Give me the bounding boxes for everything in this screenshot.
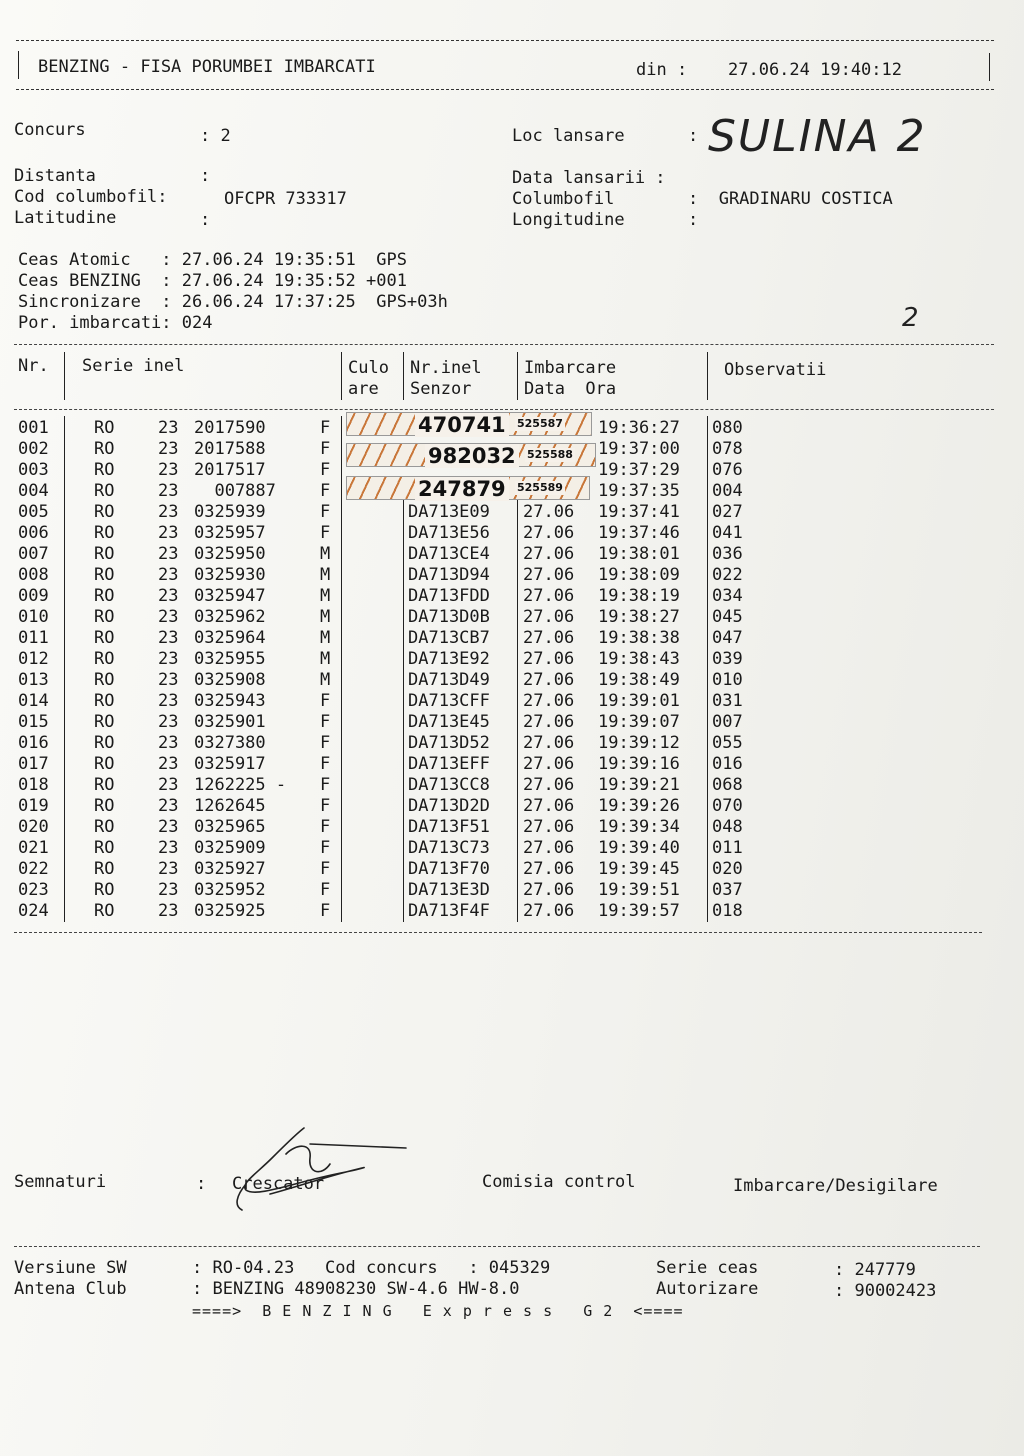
row-date: 27.06	[523, 796, 575, 816]
table-row	[18, 817, 758, 838]
row-date: 27.06	[523, 754, 575, 774]
row-year: 23	[158, 439, 179, 459]
row-year: 23	[158, 628, 179, 648]
table-row	[18, 901, 758, 922]
versiune-label: Versiune SW	[14, 1258, 127, 1278]
sincronizare: Sincronizare : 26.06.24 17:37:25 GPS+03h	[18, 292, 448, 312]
row-observatii: 068	[712, 775, 743, 795]
row-sex: F	[320, 775, 331, 795]
row-sensor-id: DA713D2D	[408, 796, 490, 816]
row-sensor-id: DA713E45	[408, 712, 490, 732]
row-time: 19:37:29	[598, 460, 680, 480]
row-ring-number: 0325917	[194, 754, 266, 774]
antena-label: Antena Club	[14, 1279, 127, 1299]
por-imbarcati: Por. imbarcati: 024	[18, 313, 213, 333]
table-row	[18, 565, 758, 586]
col-divider-nrinel	[403, 352, 404, 400]
row-sex: M	[320, 628, 331, 648]
row-year: 23	[158, 859, 179, 879]
semnaturi-label: Semnaturi	[14, 1172, 107, 1192]
row-time: 19:37:46	[598, 523, 680, 543]
stamp-number: 247879	[415, 477, 509, 501]
columbofil-value: : GRADINARU COSTICA	[688, 189, 893, 209]
row-sensor-id: DA713D52	[408, 733, 490, 753]
row-sex: F	[320, 439, 331, 459]
semnaturi-colon: :	[196, 1174, 207, 1194]
row-observatii: 048	[712, 817, 743, 837]
row-year: 23	[158, 649, 179, 669]
row-sex: M	[320, 670, 331, 690]
table-row	[18, 502, 758, 523]
columbofil-label: Columbofil	[512, 189, 615, 209]
seal-stamp-1	[346, 412, 592, 436]
table-bottom-rule	[14, 932, 982, 933]
row-nr: 005	[18, 502, 49, 522]
row-country: RO	[94, 817, 115, 837]
table-row	[18, 544, 758, 565]
col-culoare-1: Culo	[348, 358, 389, 378]
row-country: RO	[94, 523, 115, 543]
row-time: 19:39:40	[598, 838, 680, 858]
row-date: 27.06	[523, 502, 575, 522]
row-sensor-id: DA713D94	[408, 565, 490, 585]
row-nr: 016	[18, 733, 49, 753]
row-ring-number: 0325965	[194, 817, 266, 837]
header-left-bar	[18, 51, 19, 79]
row-time: 19:37:41	[598, 502, 680, 522]
row-time: 19:38:01	[598, 544, 680, 564]
serie-ceas-label: Serie ceas	[656, 1258, 759, 1278]
table-row	[18, 607, 758, 628]
table-row	[18, 523, 758, 544]
row-nr: 014	[18, 691, 49, 711]
row-ring-number: 007887	[194, 481, 276, 501]
col-divider-imbarcare	[517, 352, 518, 400]
cod-columbofil-value: OFCPR 733317	[224, 189, 347, 209]
row-sex: F	[320, 796, 331, 816]
row-time: 19:38:09	[598, 565, 680, 585]
din-value: 27.06.24 19:40:12	[728, 60, 902, 80]
row-nr: 021	[18, 838, 49, 858]
seal-stamp-3	[346, 476, 590, 500]
row-ring-number: 2017517	[194, 460, 266, 480]
autorizare-value: : 90002423	[834, 1281, 937, 1301]
row-observatii: 070	[712, 796, 743, 816]
table-row	[18, 712, 758, 733]
col-nrinel-2: Senzor	[410, 379, 472, 399]
table-row	[18, 880, 758, 901]
row-year: 23	[158, 565, 179, 585]
row-observatii: 022	[712, 565, 743, 585]
handwritten-mark: 2	[902, 303, 919, 333]
row-time: 19:39:51	[598, 880, 680, 900]
row-year: 23	[158, 586, 179, 606]
row-time: 19:36:27	[598, 418, 680, 438]
row-ring-number: 0325908	[194, 670, 266, 690]
row-country: RO	[94, 880, 115, 900]
row-sensor-id: DA713D0B	[408, 607, 490, 627]
serie-ceas-value: : 247779	[834, 1260, 916, 1280]
row-date: 27.06	[523, 649, 575, 669]
row-observatii: 047	[712, 628, 743, 648]
row-date: 27.06	[523, 670, 575, 690]
row-time: 19:39:57	[598, 901, 680, 921]
row-year: 23	[158, 481, 179, 501]
row-sex: M	[320, 565, 331, 585]
row-sex: M	[320, 586, 331, 606]
col-imbarcare-2: Data Ora	[524, 379, 617, 399]
row-date: 27.06	[523, 838, 575, 858]
col-nrinel-1: Nr.inel	[410, 358, 482, 378]
row-ring-number: 0325962	[194, 607, 266, 627]
longitudine-label: Longitudine	[512, 210, 625, 230]
row-country: RO	[94, 859, 115, 879]
table-row	[18, 670, 758, 691]
row-nr: 022	[18, 859, 49, 879]
row-country: RO	[94, 775, 115, 795]
row-country: RO	[94, 838, 115, 858]
table-row	[18, 796, 758, 817]
row-date: 27.06	[523, 880, 575, 900]
table-row	[18, 586, 758, 607]
footer-rule	[14, 1246, 980, 1247]
row-year: 23	[158, 880, 179, 900]
row-time: 19:38:43	[598, 649, 680, 669]
versiune-value: : RO-04.23 Cod concurs : 045329	[192, 1258, 551, 1278]
row-country: RO	[94, 439, 115, 459]
row-nr: 001	[18, 418, 49, 438]
row-date: 27.06	[523, 607, 575, 627]
row-nr: 012	[18, 649, 49, 669]
row-sex: F	[320, 817, 331, 837]
col-imbarcare-1: Imbarcare	[524, 358, 617, 378]
row-year: 23	[158, 691, 179, 711]
row-ring-number: 0325930	[194, 565, 266, 585]
row-year: 23	[158, 901, 179, 921]
row-nr: 019	[18, 796, 49, 816]
row-nr: 009	[18, 586, 49, 606]
row-ring-number: 1262225 -	[194, 775, 287, 795]
row-nr: 015	[18, 712, 49, 732]
row-nr: 017	[18, 754, 49, 774]
document-title: BENZING - FISA PORUMBEI IMBARCATI	[38, 57, 376, 77]
row-time: 19:39:34	[598, 817, 680, 837]
row-date: 27.06	[523, 817, 575, 837]
row-ring-number: 0325955	[194, 649, 266, 669]
row-nr: 004	[18, 481, 49, 501]
row-year: 23	[158, 775, 179, 795]
row-observatii: 076	[712, 460, 743, 480]
row-nr: 006	[18, 523, 49, 543]
row-observatii: 045	[712, 607, 743, 627]
row-country: RO	[94, 691, 115, 711]
row-sensor-id: DA713D49	[408, 670, 490, 690]
row-date: 27.06	[523, 733, 575, 753]
table-row	[18, 859, 758, 880]
row-nr: 003	[18, 460, 49, 480]
row-sex: F	[320, 880, 331, 900]
row-time: 19:38:49	[598, 670, 680, 690]
row-ring-number: 0325927	[194, 859, 266, 879]
row-country: RO	[94, 712, 115, 732]
latitudine-label: Latitudine	[14, 208, 117, 228]
row-observatii: 020	[712, 859, 743, 879]
row-date: 27.06	[523, 628, 575, 648]
stamp-number: 470741	[415, 413, 509, 437]
row-ring-number: 0325950	[194, 544, 266, 564]
antena-value: : BENZING 48908230 SW-4.6 HW-8.0	[192, 1279, 520, 1299]
loc-lansare-handwritten: SULINA 2	[708, 111, 927, 162]
row-year: 23	[158, 670, 179, 690]
row-country: RO	[94, 586, 115, 606]
data-lansarii-label: Data lansarii :	[512, 168, 666, 188]
row-sex: M	[320, 607, 331, 627]
row-sensor-id: DA713FDD	[408, 586, 490, 606]
row-ring-number: 2017590	[194, 418, 266, 438]
row-sensor-id: DA713EFF	[408, 754, 490, 774]
row-country: RO	[94, 481, 115, 501]
row-country: RO	[94, 733, 115, 753]
row-date: 27.06	[523, 523, 575, 543]
row-sensor-id: DA713E92	[408, 649, 490, 669]
row-nr: 020	[18, 817, 49, 837]
row-nr: 002	[18, 439, 49, 459]
row-observatii: 011	[712, 838, 743, 858]
table-row	[18, 691, 758, 712]
row-time: 19:37:00	[598, 439, 680, 459]
row-ring-number: 0325925	[194, 901, 266, 921]
row-country: RO	[94, 418, 115, 438]
row-year: 23	[158, 544, 179, 564]
comisia-control-label: Comisia control	[482, 1172, 636, 1192]
row-sex: F	[320, 859, 331, 879]
row-sex: F	[320, 733, 331, 753]
row-ring-number: 0325943	[194, 691, 266, 711]
row-sex: F	[320, 418, 331, 438]
row-observatii: 016	[712, 754, 743, 774]
row-sensor-id: DA713C73	[408, 838, 490, 858]
row-ring-number: 0327380	[194, 733, 266, 753]
row-sensor-id: DA713F51	[408, 817, 490, 837]
row-country: RO	[94, 565, 115, 585]
row-observatii: 036	[712, 544, 743, 564]
row-year: 23	[158, 607, 179, 627]
row-sex: F	[320, 712, 331, 732]
row-country: RO	[94, 796, 115, 816]
row-sensor-id: DA713CC8	[408, 775, 490, 795]
row-year: 23	[158, 712, 179, 732]
concurs-label: Concurs	[14, 120, 86, 140]
row-year: 23	[158, 418, 179, 438]
handwritten-signature	[226, 1124, 416, 1214]
table-row	[18, 649, 758, 670]
row-sex: M	[320, 649, 331, 669]
row-country: RO	[94, 628, 115, 648]
row-sensor-id: DA713F70	[408, 859, 490, 879]
loc-lansare-label: Loc lansare	[512, 126, 625, 146]
row-ring-number: 0325939	[194, 502, 266, 522]
row-sex: M	[320, 544, 331, 564]
row-time: 19:39:12	[598, 733, 680, 753]
row-country: RO	[94, 670, 115, 690]
stamp-serial: 525589	[517, 481, 563, 494]
row-observatii: 010	[712, 670, 743, 690]
row-observatii: 041	[712, 523, 743, 543]
loc-lansare-colon: :	[688, 126, 699, 146]
row-nr: 024	[18, 901, 49, 921]
latitudine-value: :	[200, 210, 211, 230]
row-sex: F	[320, 838, 331, 858]
row-ring-number: 0325947	[194, 586, 266, 606]
table-header-rule	[14, 409, 994, 410]
distanta-value: :	[200, 166, 211, 186]
col-nr: Nr.	[18, 356, 49, 376]
row-year: 23	[158, 502, 179, 522]
header-right-bar	[989, 53, 990, 81]
row-sex: F	[320, 901, 331, 921]
row-date: 27.06	[523, 586, 575, 606]
table-row	[18, 628, 758, 649]
row-observatii: 055	[712, 733, 743, 753]
stamp-serial: 525587	[517, 417, 563, 430]
row-observatii: 039	[712, 649, 743, 669]
row-sensor-id: DA713F4F	[408, 901, 490, 921]
row-country: RO	[94, 502, 115, 522]
row-time: 19:39:01	[598, 691, 680, 711]
autorizare-label: Autorizare	[656, 1279, 759, 1299]
row-country: RO	[94, 649, 115, 669]
row-country: RO	[94, 460, 115, 480]
row-nr: 011	[18, 628, 49, 648]
row-sex: F	[320, 754, 331, 774]
row-date: 27.06	[523, 712, 575, 732]
row-sensor-id: DA713E3D	[408, 880, 490, 900]
table-top-rule	[14, 344, 994, 345]
stamp-serial: 525588	[527, 448, 573, 461]
row-ring-number: 0325901	[194, 712, 266, 732]
row-ring-number: 0325957	[194, 523, 266, 543]
row-sex: F	[320, 523, 331, 543]
row-sex: F	[320, 502, 331, 522]
row-ring-number: 1262645	[194, 796, 266, 816]
row-time: 19:38:38	[598, 628, 680, 648]
col-culoare-2: are	[348, 379, 379, 399]
col-divider-observatii	[707, 352, 708, 400]
col-divider-culoare	[341, 352, 342, 400]
col-serie-inel: Serie inel	[82, 356, 185, 376]
row-year: 23	[158, 838, 179, 858]
row-sensor-id: DA713CFF	[408, 691, 490, 711]
row-time: 19:39:45	[598, 859, 680, 879]
ceas-benzing: Ceas BENZING : 27.06.24 19:35:52 +001	[18, 271, 407, 291]
row-observatii: 080	[712, 418, 743, 438]
row-country: RO	[94, 607, 115, 627]
row-observatii: 037	[712, 880, 743, 900]
row-observatii: 031	[712, 691, 743, 711]
row-time: 19:38:19	[598, 586, 680, 606]
row-year: 23	[158, 796, 179, 816]
row-year: 23	[158, 733, 179, 753]
row-ring-number: 0325964	[194, 628, 266, 648]
row-sensor-id: DA713E56	[408, 523, 490, 543]
din-label: din :	[636, 60, 688, 80]
table-row	[18, 775, 758, 796]
row-nr: 007	[18, 544, 49, 564]
row-time: 19:39:16	[598, 754, 680, 774]
row-nr: 018	[18, 775, 49, 795]
row-nr: 008	[18, 565, 49, 585]
row-date: 27.06	[523, 691, 575, 711]
row-observatii: 007	[712, 712, 743, 732]
row-nr: 013	[18, 670, 49, 690]
crescator-label: Crescator	[232, 1174, 325, 1194]
row-ring-number: 2017588	[194, 439, 266, 459]
longitudine-value: :	[688, 210, 699, 230]
row-country: RO	[94, 901, 115, 921]
row-year: 23	[158, 460, 179, 480]
row-date: 27.06	[523, 775, 575, 795]
row-sex: F	[320, 460, 331, 480]
row-sensor-id: DA713E09	[408, 502, 490, 522]
distanta-label: Distanta	[14, 166, 96, 186]
stamp-number: 982032	[425, 444, 519, 468]
row-nr: 023	[18, 880, 49, 900]
row-time: 19:39:21	[598, 775, 680, 795]
row-year: 23	[158, 817, 179, 837]
row-observatii: 078	[712, 439, 743, 459]
row-nr: 010	[18, 607, 49, 627]
imbarcare-desigilare-label: Imbarcare/Desigilare	[733, 1176, 938, 1196]
row-country: RO	[94, 754, 115, 774]
row-sex: F	[320, 691, 331, 711]
row-sex: F	[320, 481, 331, 501]
row-observatii: 034	[712, 586, 743, 606]
row-ring-number: 0325909	[194, 838, 266, 858]
row-date: 27.06	[523, 859, 575, 879]
row-country: RO	[94, 544, 115, 564]
table-row	[18, 838, 758, 859]
row-sensor-id: DA713CE4	[408, 544, 490, 564]
row-date: 27.06	[523, 544, 575, 564]
col-observatii: Observatii	[724, 360, 827, 380]
row-date: 27.06	[523, 565, 575, 585]
table-row	[18, 733, 758, 754]
seal-stamp-2	[346, 443, 596, 467]
table-row	[18, 754, 758, 775]
row-sensor-id: DA713CB7	[408, 628, 490, 648]
concurs-value: : 2	[200, 126, 231, 146]
row-time: 19:39:07	[598, 712, 680, 732]
benzing-express-banner: ====> B E N Z I N G E x p r e s s G 2 <====	[192, 1302, 684, 1320]
cod-columbofil-label: Cod columbofil:	[14, 187, 168, 207]
row-observatii: 027	[712, 502, 743, 522]
row-observatii: 018	[712, 901, 743, 921]
row-date: 27.06	[523, 901, 575, 921]
ceas-atomic: Ceas Atomic : 27.06.24 19:35:51 GPS	[18, 250, 407, 270]
col-divider-nr	[64, 352, 65, 400]
row-observatii: 004	[712, 481, 743, 501]
row-time: 19:37:35	[598, 481, 680, 501]
row-time: 19:38:27	[598, 607, 680, 627]
row-year: 23	[158, 754, 179, 774]
row-year: 23	[158, 523, 179, 543]
row-ring-number: 0325952	[194, 880, 266, 900]
row-time: 19:39:26	[598, 796, 680, 816]
